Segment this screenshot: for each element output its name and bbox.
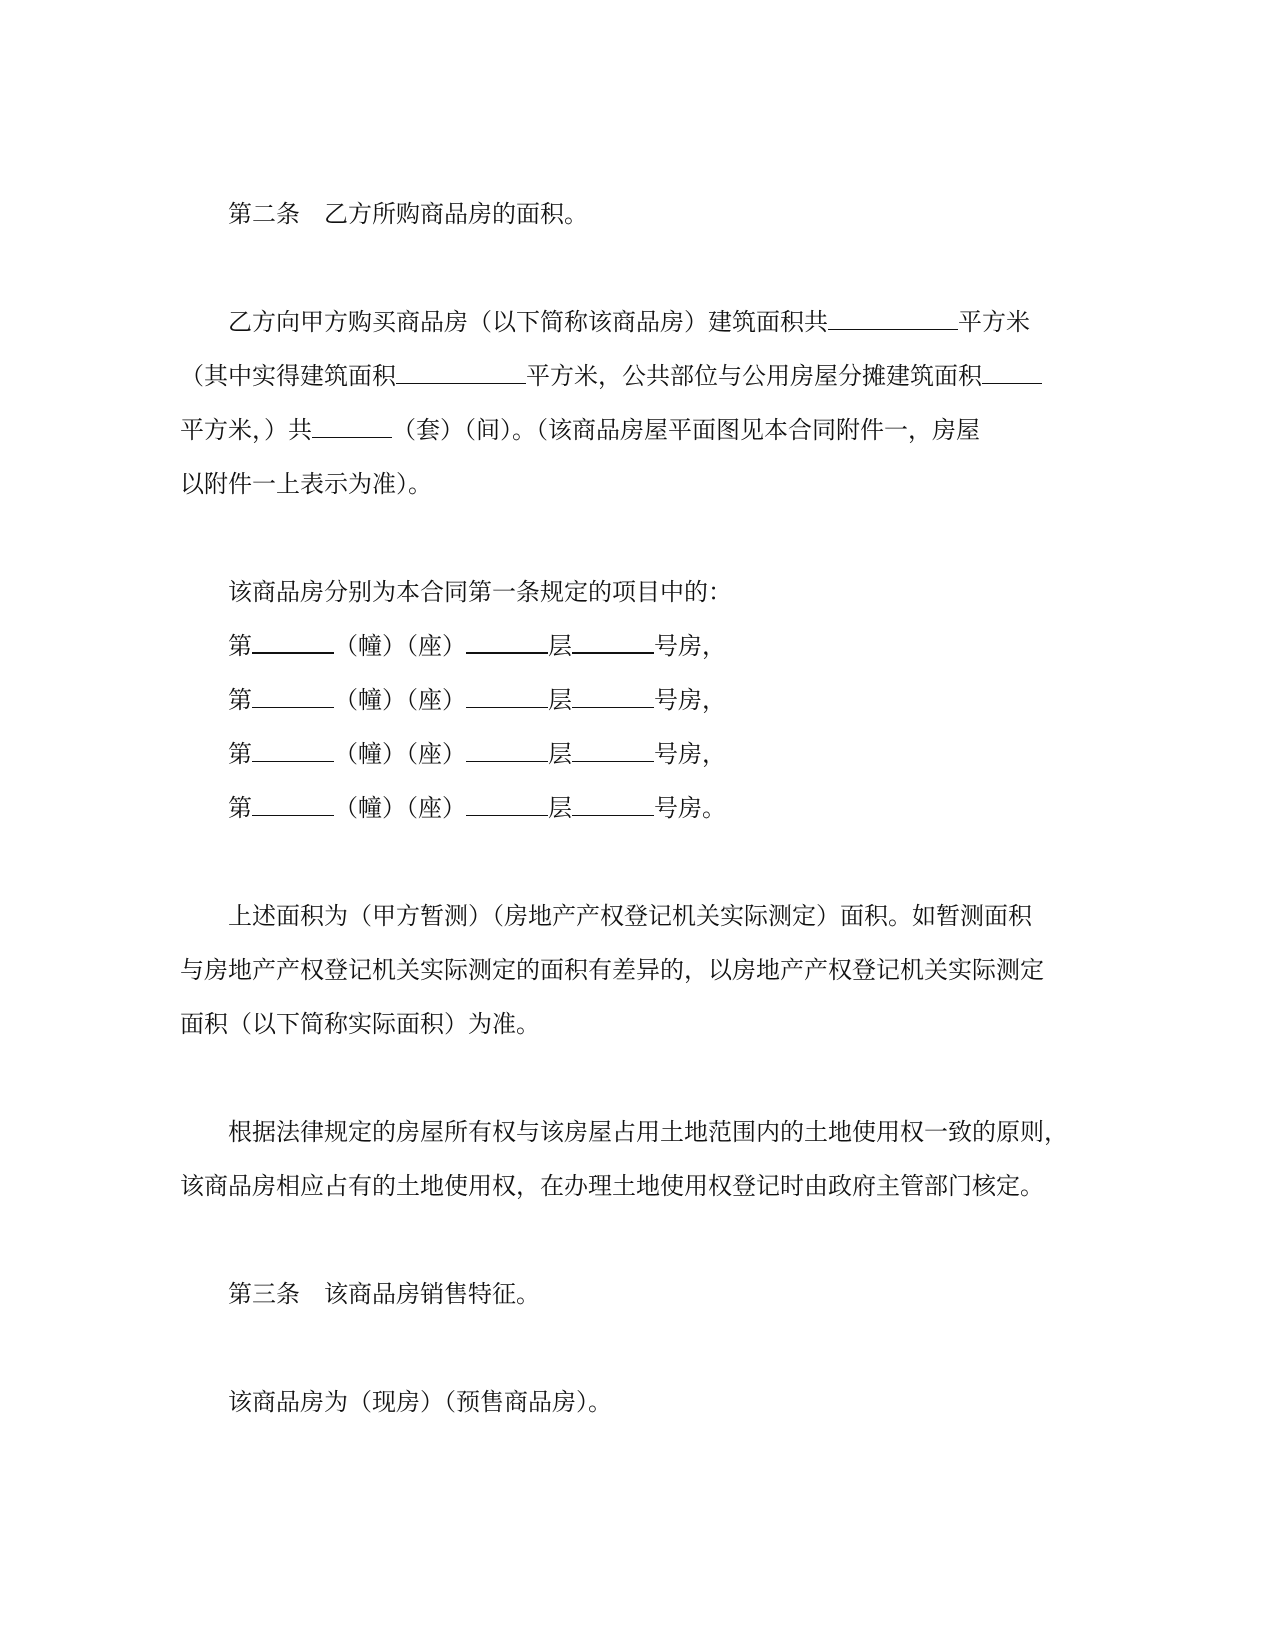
article-3-para1: 该商品房为（现房）（预售商品房）。 [228, 1388, 612, 1416]
room-number-blank[interactable] [572, 630, 654, 654]
floor-number-blank[interactable] [466, 685, 548, 708]
floor-number-blank[interactable] [466, 739, 548, 762]
para3-line2: 该商品房相应占有的土地使用权，在办理土地使用权登记时由政府主管部门核定。 [180, 1172, 1044, 1200]
article-2-heading: 第二条 乙方所购商品房的面积。 [228, 200, 588, 228]
actual-area-blank[interactable] [396, 361, 526, 384]
para1-line2: （其中实得建筑面积 平方米，公共部位与公用房屋分摊建筑面积 [180, 360, 1042, 392]
unit-row: 第 （幢）（座） 层 号房。 [228, 794, 726, 822]
room-number-blank[interactable] [572, 793, 654, 816]
floor-number-blank[interactable] [466, 630, 548, 654]
shared-area-blank[interactable] [982, 361, 1042, 384]
building-number-blank[interactable] [252, 793, 334, 816]
para1-line3: 平方米，）共 （套）（间）。（该商品房屋平面图见本合同附件一，房屋 [180, 416, 980, 444]
room-number-blank[interactable] [572, 685, 654, 708]
building-number-blank[interactable] [252, 685, 334, 708]
building-number-blank[interactable] [252, 630, 334, 654]
article-3-heading: 第三条 该商品房销售特征。 [228, 1280, 540, 1308]
para3-line1: 根据法律规定的房屋所有权与该房屋占用土地范围内的土地使用权一致的原则， [228, 1118, 1068, 1146]
floor-number-blank[interactable] [466, 793, 548, 816]
unit-row: 第 （幢）（座） 层 号房， [228, 686, 726, 714]
total-area-blank[interactable] [828, 307, 958, 330]
para1-line1: 乙方向甲方购买商品房（以下简称该商品房）建筑面积共 平方米 [228, 308, 1030, 336]
unit-row: 第 （幢）（座） 层 号房， [228, 740, 726, 768]
para2-line3: 面积（以下简称实际面积）为准。 [180, 1010, 540, 1038]
para1-line4: 以附件一上表示为准）。 [180, 470, 432, 498]
para2-line2: 与房地产产权登记机关实际测定的面积有差异的，以房地产产权登记机关实际测定 [180, 956, 1044, 984]
para2-line1: 上述面积为（甲方暂测）（房地产产权登记机关实际测定）面积。如暂测面积 [228, 902, 1032, 930]
units-intro: 该商品房分别为本合同第一条规定的项目中的： [228, 578, 732, 606]
unit-row: 第 （幢）（座） 层 号房， [228, 632, 726, 660]
building-number-blank[interactable] [252, 739, 334, 762]
room-number-blank[interactable] [572, 739, 654, 762]
unit-count-blank[interactable] [312, 415, 392, 438]
